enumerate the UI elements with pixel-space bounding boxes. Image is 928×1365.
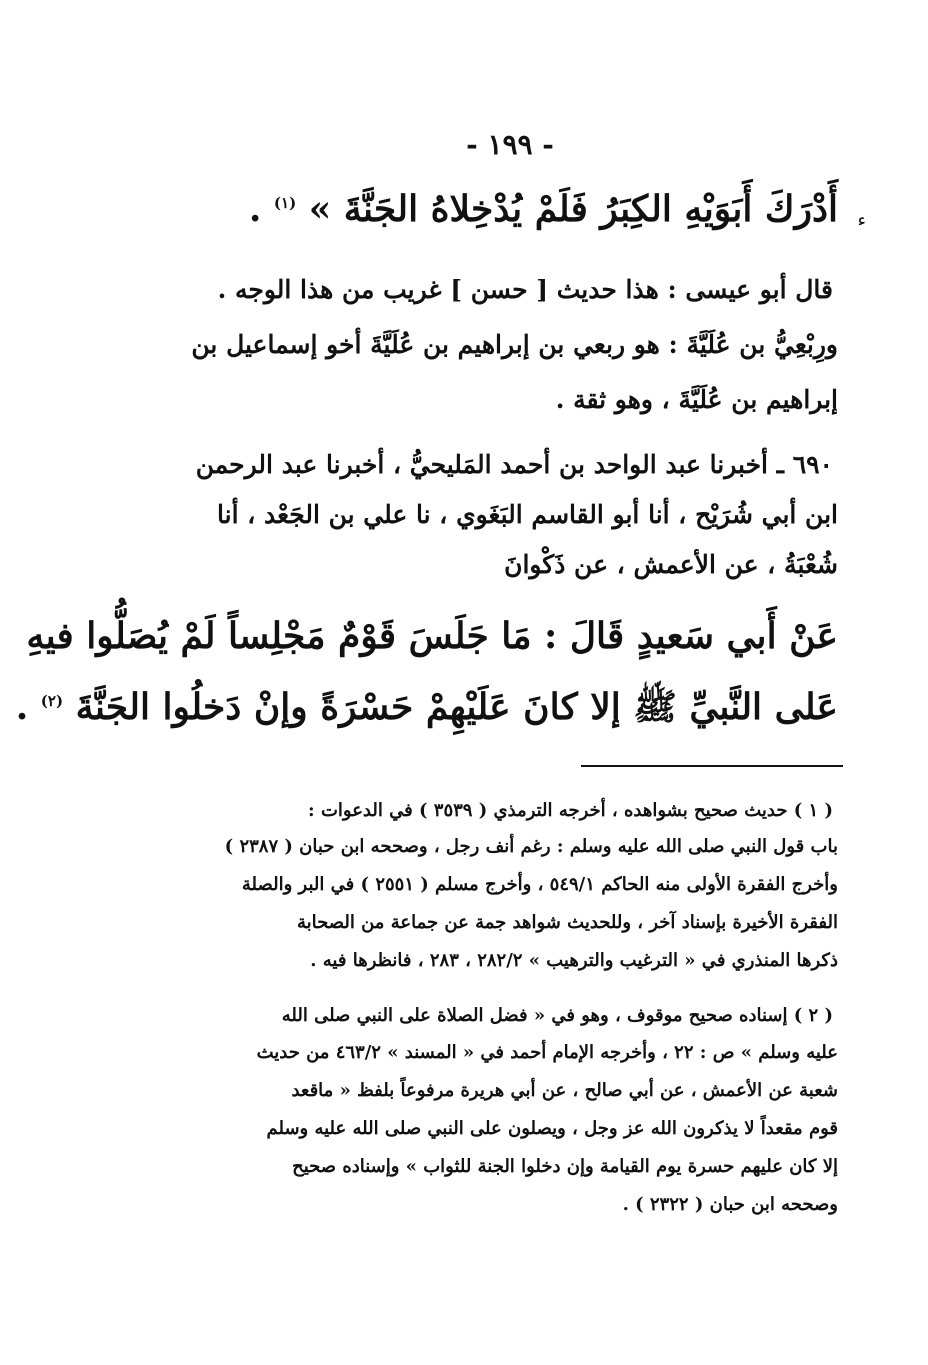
hadith-matn-line-2 bbox=[16, 685, 838, 737]
footnote-1-line-2: باب قول النبي صلى الله عليه وسلم : رغم أنف رجل ، وصححه ابن حبان ( ٢٣٨٧ ) bbox=[224, 836, 838, 857]
footnote-2-line-6: وصححه ابن حبان ( ٢٣٢٢ ) . bbox=[622, 1194, 838, 1215]
footnote-ref-2: (٢) bbox=[40, 692, 64, 710]
footnote-2-line-2: عليه وسلم » ص : ٢٢ ، وأخرجه الإمام أحمد في « المسند » ٤٦٣/٢ من حديث bbox=[256, 1042, 838, 1063]
hadith-matn-line-1: عَنْ أَبي سَعيدٍ قَالَ : مَا جَلَسَ قَوْمٌ مَجْلِساً لَمْ يُصَلُّوا فيهِ bbox=[26, 615, 838, 657]
footnote-2-line-4: قوم مقعداً لا يذكرون الله عز وجل ، ويصلون على النبي صلى الله عليه وسلم bbox=[266, 1118, 838, 1139]
hadith-tail-end: . bbox=[248, 188, 274, 230]
commentary-line-3: إبراهيم بن عُلَيَّةَ ، وهو ثقة . bbox=[555, 385, 838, 414]
footnote-1-line-1: ( ١ ) حديث صحيح بشواهده ، أخرجه الترمذي ( ٣٥٣٩ ) في الدعوات : bbox=[308, 800, 833, 821]
page-number: - ١٩٩ - bbox=[466, 128, 554, 161]
footnote-1-line-5: ذكرها المنذري في « الترغيب والترهيب » ٢٨٢/٢ ، ٢٨٣ ، فانظرها فيه . bbox=[310, 950, 838, 971]
footnote-2-line-5: إلا كان عليهم حسرة يوم القيامة وإن دخلوا الجنة للثواب » وإسناده صحيح bbox=[292, 1156, 838, 1177]
margin-mark: ء bbox=[857, 210, 866, 231]
hadith-tail-line bbox=[249, 188, 838, 230]
hadith-matn-line-2-text: عَلى النَّبيِّ ﷺ إلا كانَ عَلَيْهِمْ حَسْرَةً وإنْ دَخلُوا الجَنَّةَ bbox=[75, 686, 838, 728]
footnote-divider bbox=[581, 765, 843, 767]
hadith-matn-end: . bbox=[15, 686, 41, 728]
isnad-line-3: شُعْبَةُ ، عن الأعمش ، عن ذَكْوانَ bbox=[504, 550, 838, 579]
footnote-1-line-4: الفقرة الأخيرة بإسناد آخر ، وللحديث شواهد جمة عن جماعة من الصحابة bbox=[296, 912, 838, 933]
footnote-ref-1: (١) bbox=[273, 194, 297, 212]
footnote-1-line-3: وأخرج الفقرة الأولى منه الحاكم ٥٤٩/١ ، وأخرج مسلم ( ٢٥٥١ ) في البر والصلة bbox=[241, 874, 838, 895]
isnad-line-1: ٦٩٠ ـ أخبرنا عبد الواحد بن أحمد المَليحيُّ ، أخبرنا عبد الرحمن bbox=[195, 450, 833, 479]
footnote-2-line-1: ( ٢ ) إسناده صحيح موقوف ، وهو في « فضل الصلاة على النبي صلى الله bbox=[281, 1005, 833, 1026]
commentary-line-2: ورِبْعِيُّ بن عُلَيَّةَ : هو ربعي بن إبراهيم بن عُلَيَّةَ أخو إسماعيل بن bbox=[191, 330, 838, 359]
hadith-tail-text: أَدْرَكَ أَبَوَيْهِ الكِبَرُ فَلَمْ يُدْخِلاهُ الجَنَّةَ » bbox=[308, 188, 838, 230]
footnote-2-line-3: شعبة عن الأعمش ، عن أبي صالح ، عن أبي هريرة مرفوعاً بلفظ « ماقعد bbox=[291, 1080, 838, 1101]
commentary-line-1: قال أبو عيسى : هذا حديث [ حسن ] غريب من هذا الوجه . bbox=[217, 275, 833, 304]
isnad-line-2: ابن أبي شُرَيْح ، أنا أبو القاسم البَغَوي ، نا علي بن الجَعْد ، أنا bbox=[217, 500, 838, 529]
